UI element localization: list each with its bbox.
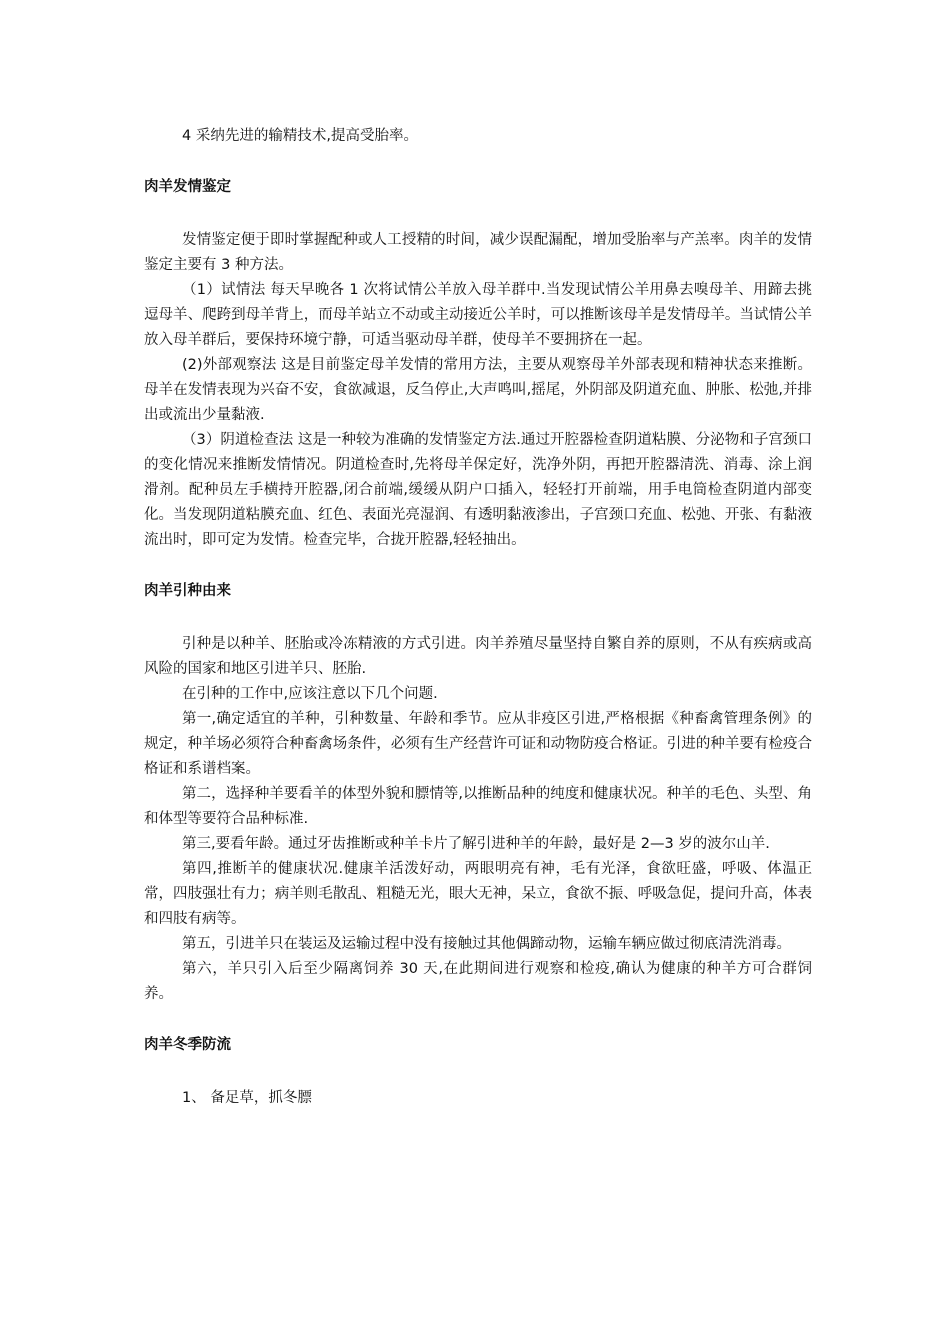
section-estrus-identification	[144, 175, 812, 553]
paragraph: 第一,确定适宜的羊种，引种数量、年龄和季节。应从非疫区引进,严格根据《种畜禽管理条例》的规定，种羊场必须符合种畜禽场条件，必须有生产经营许可证和动物防疫合格证。引进的种羊要有检疫合格证和系谱档案。	[144, 711, 812, 777]
paragraph: 第六，羊只引入后至少隔离饲养 30 天,在此期间进行观察和检疫,确认为健康的种羊方可合群饲养。	[144, 961, 812, 1002]
intro-line: 4 采纳先进的输精技术,提高受胎率。	[182, 128, 418, 144]
section-spacer	[144, 1007, 812, 1033]
section-heading: 肉羊引种由来	[144, 583, 231, 599]
document-body	[144, 124, 812, 1111]
paragraph: 第五，引进羊只在装运及运输过程中没有接触过其他偶蹄动物，运输车辆应做过彻底清洗消毒。	[182, 936, 791, 952]
paragraph: 引种是以种羊、胚胎或冷冻精液的方式引进。肉羊养殖尽量坚持自繁自养的原则，不从有疾病或高风险的国家和地区引进羊只、胚胎.	[144, 636, 812, 677]
paragraph: 在引种的工作中,应该注意以下几个问题.	[182, 686, 438, 702]
paragraph: （3）阴道检查法 这是一种较为准确的发情鉴定方法.通过开腔器检查阴道粘膜、分泌物和子宫颈口的变化情况来推断发情情况。阴道检查时,先将母羊保定好，洗净外阴，再把开腔器清洗、消毒、涂上润滑剂。配种员左手横持开腔器,闭合前端,缓缓从阴户口插入，轻轻打开前端，用手电筒检查阴道内部变化。当发现阴道粘膜充血、红色、表面光亮湿润、有透明黏液渗出，子宫颈口充血、松弛、开张、有黏液流出时，即可定为发情。检查完毕，合拢开腔器,轻轻抽出。	[144, 432, 812, 548]
section-winter-prevention	[144, 1033, 812, 1111]
section-spacer	[144, 553, 812, 579]
paragraph: 发情鉴定便于即时掌握配种或人工授精的时间，减少误配漏配，增加受胎率与产羔率。肉羊的发情鉴定主要有 3 种方法。	[144, 232, 812, 273]
paragraph: （1）试情法 每天早晚各 1 次将试情公羊放入母羊群中.当发现试情公羊用鼻去嗅母羊、用蹄去挑逗母羊、爬跨到母羊背上，而母羊站立不动或主动接近公羊时，可以推断该母羊是发情母羊。当试情公羊放入母羊群后，要保持环境宁静，可适当驱动母羊群，使母羊不要拥挤在一起。	[144, 282, 812, 348]
section-heading: 肉羊冬季防流	[144, 1037, 231, 1053]
paragraph: 第三,要看年龄。通过牙齿推断或种羊卡片了解引进种羊的年龄，最好是 2—3 岁的波尔山羊.	[182, 836, 770, 852]
paragraph: 第四,推断羊的健康状况.健康羊活泼好动，两眼明亮有神，毛有光泽，食欲旺盛，呼吸、体温正常，四肢强壮有力；病羊则毛散乱、粗糙无光，眼大无神，呆立，食欲不振、呼吸急促，提问升高，体表和四肢有病等。	[144, 861, 812, 927]
paragraph: (2)外部观察法 这是目前鉴定母羊发情的常用方法，主要从观察母羊外部表现和精神状态来推断。母羊在发情表现为兴奋不安，食欲减退，反刍停止,大声鸣叫,摇尾，外阴部及阴道充血、肿胀、松弛,并排出或流出少量黏液.	[144, 357, 812, 423]
section-heading: 肉羊发情鉴定	[144, 179, 231, 195]
paragraph: 第二，选择种羊要看羊的体型外貌和膘情等,以推断品种的纯度和健康状况。种羊的毛色、头型、角和体型等要符合品种标准.	[144, 786, 812, 827]
paragraph: 1、 备足草，抓冬膘	[182, 1090, 312, 1106]
section-breed-introduction	[144, 579, 812, 1007]
